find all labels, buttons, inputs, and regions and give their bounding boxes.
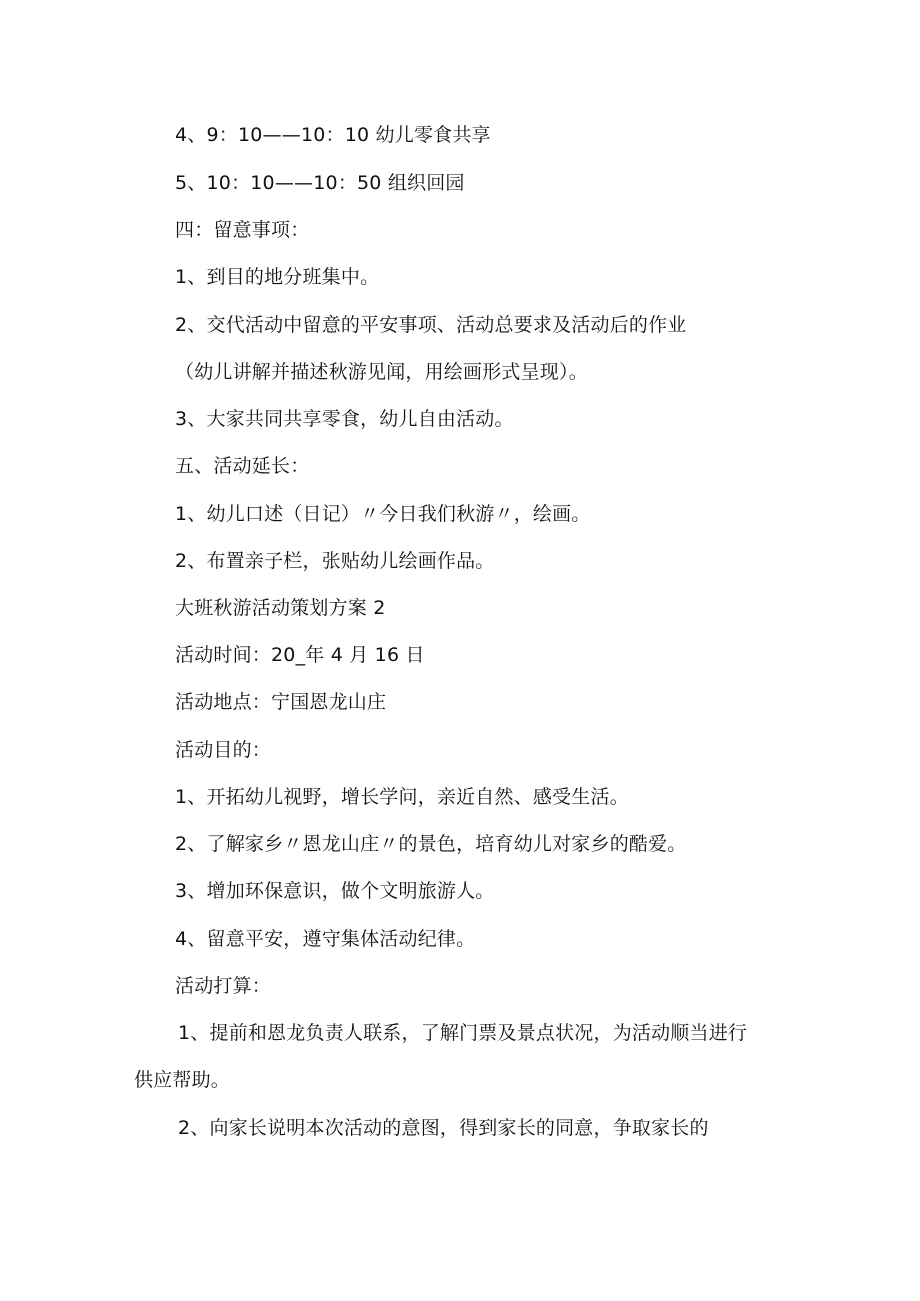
extension-item-2: 2、布置亲子栏，张贴幼儿绘画作品。 <box>175 550 495 572</box>
section-heading-purpose: 活动目的： <box>175 739 272 761</box>
note-item-2-continued: （幼儿讲解并描述秋游见闻，用绘画形式呈现）。 <box>175 361 588 383</box>
purpose-item-3: 3、增加环保意识，做个文明旅游人。 <box>175 880 495 902</box>
schedule-item-5: 5、10：10——10：50 组织回园 <box>175 172 465 194</box>
purpose-item-4: 4、留意平安，遵守集体活动纪律。 <box>175 928 476 950</box>
section-heading-notes: 四：留意事项： <box>175 219 310 241</box>
section-heading-preparation: 活动打算： <box>175 975 272 997</box>
preparation-item-1: 1、提前和恩龙负责人联系，了解门票及景点状况，为活动顺当进行 <box>178 1022 748 1044</box>
schedule-item-4: 4、9：10——10：10 幼儿零食共享 <box>175 124 491 146</box>
activity-time: 活动时间：20_年 4 月 16 日 <box>175 644 425 666</box>
plan-title: 大班秋游活动策划方案 2 <box>175 597 386 619</box>
activity-location: 活动地点：宁国恩龙山庄 <box>175 691 387 713</box>
purpose-item-2: 2、了解家乡〃恩龙山庄〃的景色，培育幼儿对家乡的酷爱。 <box>175 833 687 855</box>
extension-item-1: 1、幼儿口述（日记）〃今日我们秋游〃，绘画。 <box>175 503 591 525</box>
purpose-item-1: 1、开拓幼儿视野，增长学问，亲近自然、感受生活。 <box>175 786 629 808</box>
note-item-1: 1、到目的地分班集中。 <box>175 266 380 288</box>
preparation-item-2: 2、向家长说明本次活动的意图，得到家长的同意，争取家长的 <box>178 1117 709 1139</box>
section-heading-extension: 五、活动延长： <box>175 455 310 477</box>
note-item-3: 3、大家共同共享零食，幼儿自由活动。 <box>175 408 514 430</box>
preparation-item-1-continued: 供应帮助。 <box>134 1069 231 1091</box>
note-item-2: 2、交代活动中留意的平安事项、活动总要求及活动后的作业 <box>175 314 687 336</box>
